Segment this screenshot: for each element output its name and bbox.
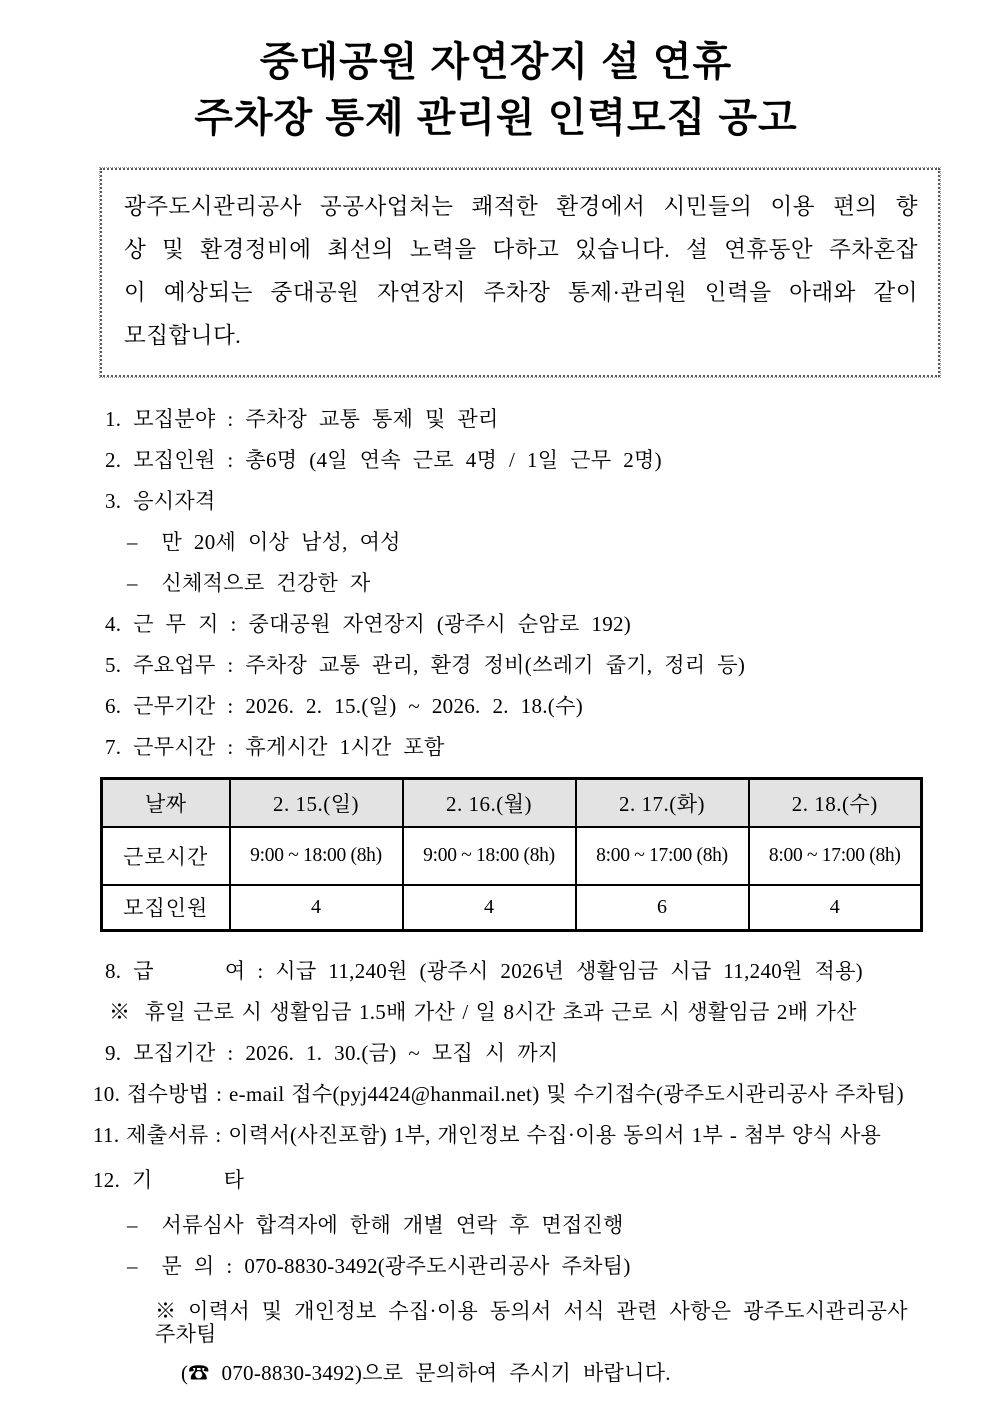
item-11-documents: 11. 제출서류 : 이력서(사진포함) 1부, 개인정보 수집·이용 동의서 1부 - 첨부 양식 사용 <box>93 1123 882 1147</box>
headcount-row <box>102 885 922 931</box>
item-3-qualifications: 3. 응시자격 <box>105 489 216 513</box>
item-5-main-duties: 5. 주요업무 : 주차장 교통 관리, 환경 정비(쓰레기 줍기, 정리 등) <box>105 653 746 677</box>
item-1-recruit-field: 1. 모집분야 : 주차장 교통 통제 및 관리 <box>105 407 499 431</box>
item-8-wage-note: ※ 휴일 근로 시 생활임금 1.5배 가산 / 일 8시간 초과 근로 시 생활임금 2배 가산 <box>109 1000 857 1024</box>
final-note-line-2: (☎ 070-8830-3492)으로 문의하여 주시기 바랍니다. <box>181 1361 671 1385</box>
item-12-etc: 12. 기 타 <box>93 1168 245 1192</box>
work-hours-day-3: 8:00 ~ 17:00 (8h) <box>576 827 749 885</box>
headcount-day-1: 4 <box>230 885 403 931</box>
header-day-3: 2. 17.(화) <box>576 779 749 827</box>
item-12-sub-contact: – 문 의 : 070-8830-3492(광주도시관리공사 주차팀) <box>127 1254 631 1278</box>
item-8-wage: 8. 급 여 : 시급 11,240원 (광주시 2026년 생활임금 시급 11,240원 적용) <box>105 959 863 983</box>
work-hours-label: 근로시간 <box>102 827 230 885</box>
item-3-sub-age: – 만 20세 이상 남성, 여성 <box>127 530 401 554</box>
schedule-table-wrap <box>100 777 934 932</box>
header-day-1: 2. 15.(일) <box>230 779 403 827</box>
header-day-4: 2. 18.(수) <box>749 779 922 827</box>
list-bottom-section <box>0 960 992 1385</box>
list-top-section <box>0 408 992 759</box>
final-note-line-1: ※ 이력서 및 개인정보 수집·이용 동의서 서식 관련 사항은 광주도시관리공사 주차팀 <box>155 1299 920 1346</box>
header-date-label: 날짜 <box>102 779 230 827</box>
page-title-line-1: 중대공원 자연장지 설 연휴 <box>259 40 733 84</box>
intro-box <box>100 168 940 377</box>
work-hours-day-2: 9:00 ~ 18:00 (8h) <box>403 827 576 885</box>
headcount-day-4: 4 <box>749 885 922 931</box>
item-7-work-hours: 7. 근무시간 : 휴게시간 1시간 포함 <box>105 735 445 759</box>
item-12-sub-interview: – 서류심사 합격자에 한해 개별 연락 후 면접진행 <box>127 1213 624 1237</box>
item-3-sub-health: – 신체적으로 건강한 자 <box>127 571 371 595</box>
item-6-work-period: 6. 근무기간 : 2026. 2. 15.(일) ~ 2026. 2. 18.(수) <box>105 694 583 718</box>
work-hours-row <box>102 827 922 885</box>
headcount-day-3: 6 <box>576 885 749 931</box>
page-title <box>0 34 992 146</box>
item-10-how-to-apply: 10. 접수방법 : e-mail 접수(pyj4424@hanmail.net) 및 수기접수(광주도시관리공사 주차팀) <box>93 1082 904 1106</box>
schedule-header-row <box>102 779 922 827</box>
item-9-recruit-period: 9. 모집기간 : 2026. 1. 30.(금) ~ 모집 시 까지 <box>105 1041 559 1065</box>
work-hours-day-4: 8:00 ~ 17:00 (8h) <box>749 827 922 885</box>
item-2-headcount: 2. 모집인원 : 총6명 (4일 연속 근로 4명 / 1일 근무 2명) <box>105 448 662 472</box>
intro-paragraph: 광주도시관리공사 공공사업처는 쾌적한 환경에서 시민들의 이용 편의 향상 및 환경정비에 최선의 노력을 다하고 있습니다. 설 연휴동안 주차혼잡이 예상되는 중대공원 자연장지 주차장 통제·관리원 인력을 아래와 같이 모집합니다. <box>124 194 918 348</box>
headcount-label: 모집인원 <box>102 885 230 931</box>
item-4-workplace: 4. 근 무 지 : 중대공원 자연장지 (광주시 순암로 192) <box>105 612 632 636</box>
page-title-line-2: 주차장 통제 관리원 인력모집 공고 <box>194 96 798 140</box>
headcount-day-2: 4 <box>403 885 576 931</box>
work-hours-day-1: 9:00 ~ 18:00 (8h) <box>230 827 403 885</box>
header-day-2: 2. 16.(월) <box>403 779 576 827</box>
schedule-table <box>100 777 923 932</box>
